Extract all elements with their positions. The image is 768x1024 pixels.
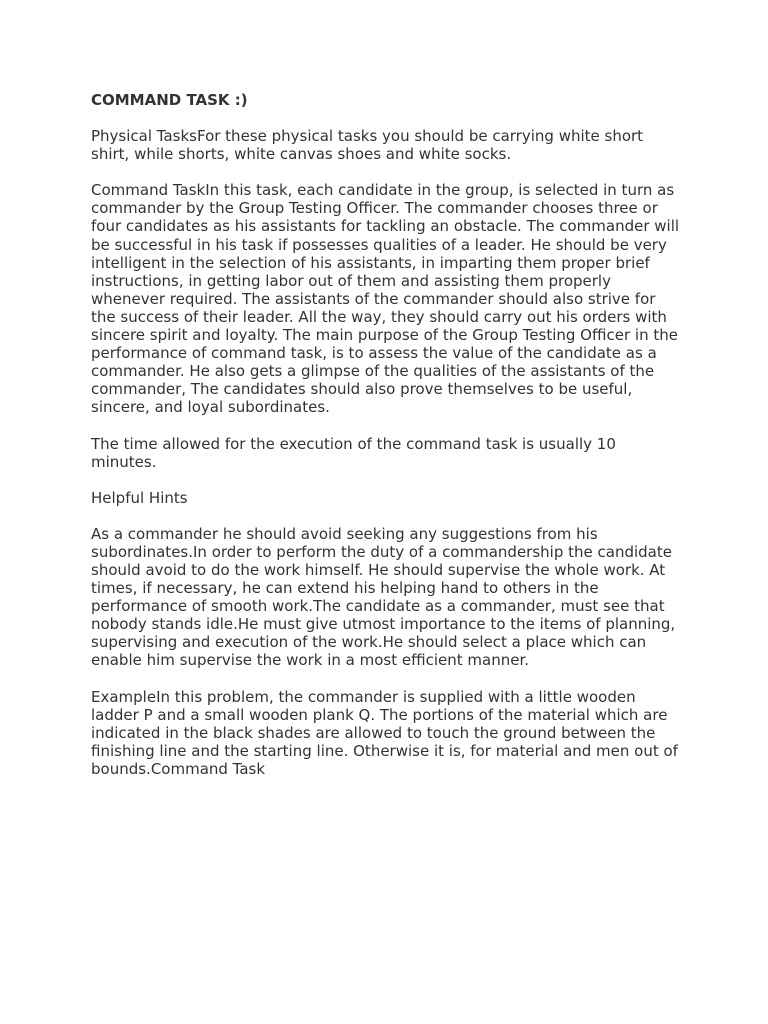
paragraph-helpful-hints-heading: Helpful Hints bbox=[91, 488, 188, 507]
document-page bbox=[91, 91, 683, 778]
paragraph-command-task: Command TaskIn this task, each candidate in the group, is selected in turn as commander by the Group Testing Officer. The commander chooses three or four candidates as his assistants for tackling an obstacle. The commander will be successful in his task if possesses qualities of a leader. He should be very intelligent in the selection of his assistants, in imparting them proper brief instructions, in getting labor out of them and assisting them properly whenever required. The assistants of the commander should also strive for the success of their leader. All the way, they should carry out his orders with sincere spirit and loyalty. The main purpose of the Group Testing Officer in the performance of command task, is to assess the value of the candidate as a commander. He also gets a glimpse of the qualities of the assistants of the commander, The candidates should also prove themselves to be useful, sincere, and loyal subordinates. bbox=[91, 181, 680, 417]
paragraph-time-allowed: The time allowed for the execution of the command task is usually 10 minutes. bbox=[91, 434, 616, 471]
paragraph-helpful-hints: As a commander he should avoid seeking any suggestions from his subordinates.In order to perform the duty of a commandership the candidate should avoid to do the work himself. He should supervise the whole work. At times, if necessary, he can extend his helping hand to others in the performance of smooth work.The candidate as a commander, must see that nobody stands idle.He must give utmost importance to the items of planning, supervising and execution of the work.He should select a place which can enable him supervise the work in a most efficient manner. bbox=[91, 524, 676, 670]
document-title: COMMAND TASK :) bbox=[91, 91, 248, 109]
paragraph-example: ExampleIn this problem, the commander is supplied with a little wooden ladder P and a small wooden plank Q. The portions of the material which are indicated in the black shades are allowed to touch the ground between the finishing line and the starting line. Otherwise it is, for material and men out of bounds.Command Task bbox=[91, 687, 678, 778]
paragraph-physical-tasks: Physical TasksFor these physical tasks you should be carrying white short shirt, while shorts, white canvas shoes and white socks. bbox=[91, 127, 644, 164]
